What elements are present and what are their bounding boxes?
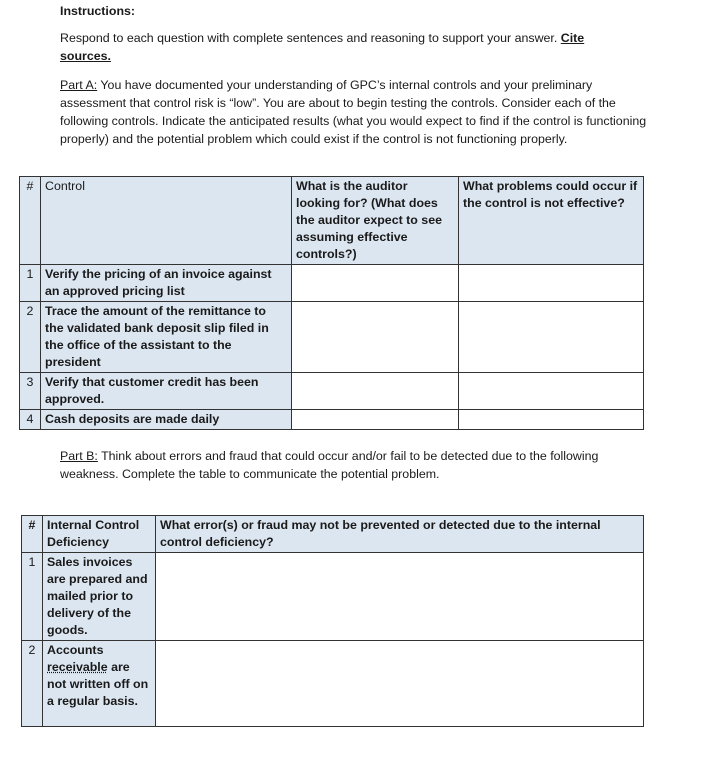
part-a-table <box>19 176 644 430</box>
header-deficiency: Internal Control Deficiency <box>43 516 156 553</box>
header-number: # <box>20 177 41 265</box>
row-number: 2 <box>20 302 41 373</box>
part-b-table <box>21 515 644 727</box>
row-control: Verify the pricing of an invoice against an approved pricing list <box>41 265 292 302</box>
table-row <box>20 410 644 430</box>
table-row <box>20 302 644 373</box>
answer-cell[interactable] <box>156 553 644 641</box>
answer-cell[interactable] <box>292 265 459 302</box>
answer-cell[interactable] <box>459 302 644 373</box>
answer-cell[interactable] <box>156 641 644 727</box>
table-row <box>20 265 644 302</box>
table-row <box>22 641 644 727</box>
instructions-text: Respond to each question with complete sentences and reasoning to support your answer. <box>60 31 558 45</box>
deficiency-prefix: Accounts <box>47 643 104 657</box>
deficiency-suffix: are not written off on a regular basis. <box>47 660 149 708</box>
row-number: 2 <box>22 641 43 727</box>
deficiency-marked-word: receivable <box>47 660 108 674</box>
row-number: 4 <box>20 410 41 430</box>
row-number: 1 <box>20 265 41 302</box>
answer-cell[interactable] <box>459 265 644 302</box>
answer-cell[interactable] <box>292 410 459 430</box>
row-number: 3 <box>20 373 41 410</box>
answer-cell[interactable] <box>292 302 459 373</box>
table-row <box>20 373 644 410</box>
row-number: 1 <box>22 553 43 641</box>
part-a-paragraph <box>60 76 660 148</box>
row-control: Verify that customer credit has been approved. <box>41 373 292 410</box>
header-control: Control <box>41 177 292 265</box>
part-b-paragraph <box>60 447 660 483</box>
header-looking-for: What is the auditor looking for? (What does the auditor expect to see assuming effective controls?) <box>292 177 459 265</box>
table-header-row <box>22 516 644 553</box>
header-problems: What problems could occur if the control is not effective? <box>459 177 644 265</box>
row-deficiency: Sales invoices are prepared and mailed prior to delivery of the goods. <box>43 553 156 641</box>
instructions-heading: Instructions: <box>60 4 136 18</box>
part-a-label: Part A: <box>60 78 98 92</box>
table-header-row <box>20 177 644 265</box>
cite-sources: Cite sources. <box>60 31 585 63</box>
header-error-fraud: What error(s) or fraud may not be prevented or detected due to the internal control deficiency? <box>156 516 644 553</box>
row-control: Trace the amount of the remittance to the validated bank deposit slip filed in the office of the assistant to the president <box>41 302 292 373</box>
header-number: # <box>22 516 43 553</box>
part-b-text: Think about errors and fraud that could occur and/or fail to be detected due to the following weakness. Complete the table to communicate the potential problem. <box>60 449 599 481</box>
table-row <box>22 553 644 641</box>
part-b-label: Part B: <box>60 449 98 463</box>
row-control: Cash deposits are made daily <box>41 410 292 430</box>
instructions-paragraph <box>60 29 620 65</box>
row-deficiency <box>43 641 156 727</box>
part-a-text: You have documented your understanding of GPC’s internal controls and your preliminary assessment that control risk is “low”. You are about to begin testing the controls. Consider each of the following controls. Indicate the anticipated results (what you would expect to find if the control is functioning properly) and the potential problem which could exist if the control is not functioning properly. <box>60 78 647 146</box>
answer-cell[interactable] <box>459 373 644 410</box>
answer-cell[interactable] <box>459 410 644 430</box>
answer-cell[interactable] <box>292 373 459 410</box>
